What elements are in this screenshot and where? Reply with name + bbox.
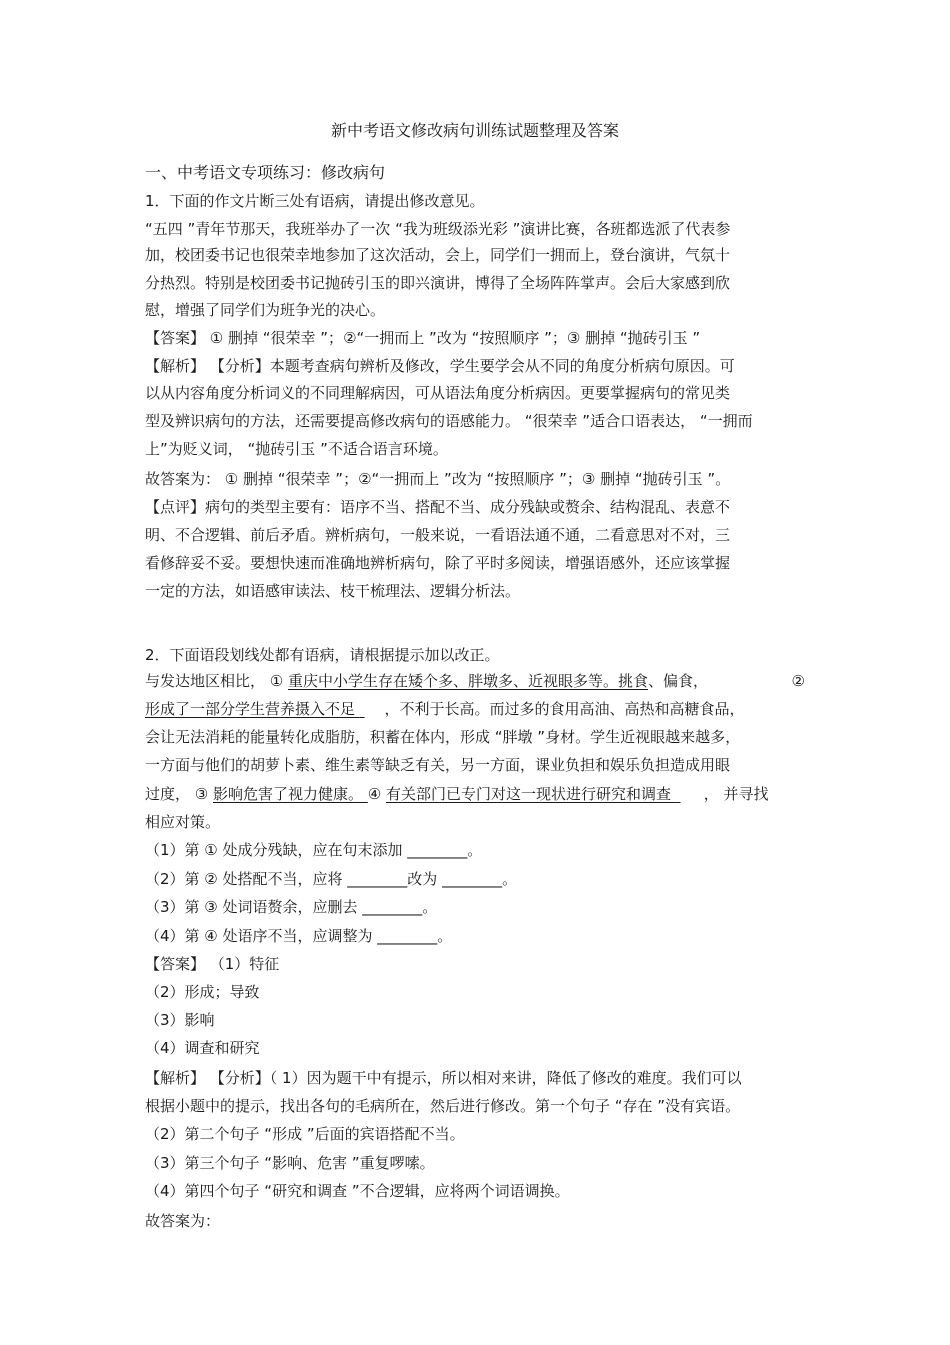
marker-4: ④ bbox=[367, 785, 386, 803]
q2-analysis-line: （3）第三个句子 “影响、危害 ”重复啰嗦。 bbox=[145, 1154, 435, 1172]
q2-analysis-line: 故答案为： bbox=[145, 1212, 221, 1230]
q2-passage-line: 相应对策。 bbox=[145, 813, 221, 831]
underline-blank bbox=[676, 784, 704, 804]
q2-answer-line: 【答案】 （1）特征 bbox=[145, 955, 280, 973]
q1-passage-line: “五四 ”青年节那天，我班举办了一次 “我为班级添光彩 ”演讲比赛，各班都选派了代表参 bbox=[145, 220, 731, 238]
q2-passage-line bbox=[145, 671, 805, 691]
q2-passage-line bbox=[145, 784, 805, 804]
q1-passage-line: 分热烈。特别是校团委书记抛砖引玉的即兴演讲，博得了全场阵阵掌声。会后大家感到欣 bbox=[145, 274, 731, 292]
q1-passage-line: 加，校团委书记也很荣幸地参加了这次活动，会上，同学们一拥而上，登台演讲，气氛十 bbox=[145, 246, 731, 264]
q2-text: 过度， ③ bbox=[145, 785, 213, 803]
q1-prompt: 1．下面的作文片断三处有语病，请提出修改意见。 bbox=[145, 192, 485, 210]
q1-analysis-line: 【解析】 【分析】本题考查病句辨析及修改，学生要学会从不同的角度分析病句原因。可 bbox=[145, 357, 735, 375]
q2-subquestion: （2）第 ② 处搭配不当，应将 ________改为 ________。 bbox=[145, 870, 518, 888]
q2-analysis-line: 【解析】 【分析】（ 1）因为题干中有提示，所以相对来讲，降低了修改的难度。我们可以 bbox=[145, 1069, 742, 1087]
underlined-segment-2: 形成了一部分学生营养摄入不足 bbox=[145, 700, 360, 718]
q2-answer-line: （2）形成；导致 bbox=[145, 983, 260, 1001]
q1-answer: 【答案】 ① 删掉 “很荣幸 ”；②“一拥而上 ”改为 “按照顺序 ”；③ 删掉 “抛砖引玉 ” bbox=[145, 329, 701, 347]
document-title: 新中考语文修改病句训练试题整理及答案 bbox=[330, 121, 619, 140]
q1-comment-line: 明、不合逻辑、前后矛盾。辨析病句，一般来说，一看语法通不通，二看意思对不对，三 bbox=[145, 526, 731, 544]
marker-2: ② bbox=[791, 672, 805, 690]
q2-text: 、偏食， bbox=[648, 672, 709, 690]
q2-text: 与发达地区相比， ① bbox=[145, 672, 288, 690]
q1-analysis-line: 以从内容角度分析词义的不同理解病因，可从语法角度分析病因。更要掌握病句的常见类 bbox=[145, 384, 731, 402]
underlined-segment-3: 影响危害了视力健康。 bbox=[212, 785, 368, 803]
q2-passage-line: 一方面与他们的胡萝卜素、维生素等缺乏有关，另一方面，课业负担和娱乐负担造成用眼 bbox=[145, 756, 731, 774]
underlined-segment-1: 重庆中小学生存在矮个多、胖墩多、近视眼多等。挑食 bbox=[287, 672, 648, 690]
q1-final-answer: 故答案为： ① 删掉 “很荣幸 ”；②“一拥而上 ”改为 “按照顺序 ”；③ 删掉 “抛砖引玉 ”。 bbox=[145, 470, 731, 488]
q2-answer-line: （3）影响 bbox=[145, 1011, 215, 1029]
q1-comment-line: 看修辞妥不妥。要想快速而准确地辨析病句，除了平时多阅读，增强语感外，还应该掌握 bbox=[145, 554, 731, 572]
q1-analysis-line: 上”为贬义词， “抛砖引玉 ”不适合语言环境。 bbox=[145, 440, 448, 458]
q1-passage-line: 慰，增强了同学们为班争光的决心。 bbox=[145, 301, 386, 319]
q2-subquestion: （1）第 ① 处成分残缺，应在句末添加 ________。 bbox=[145, 841, 483, 859]
q2-passage-line: 会让无法消耗的能量转化成脂肪，积蓄在体内，形成 “胖墩 ”身材。学生近视眼越来越多， bbox=[145, 728, 741, 746]
q2-analysis-line: 根据小题中的提示，找出各句的毛病所在，然后进行修改。第一个句子 “存在 ”没有宾语。 bbox=[145, 1097, 741, 1115]
q2-text: ，不利于长高。而过多的食用高油、高热和高糖食品， bbox=[379, 700, 745, 718]
q2-text: ， 并寻找 bbox=[703, 785, 769, 803]
q1-comment-line: 一定的方法，如语感审读法、枝干梳理法、逻辑分析法。 bbox=[145, 582, 521, 600]
q2-prompt: 2．下面语段划线处都有语病，请根据提示加以改正。 bbox=[145, 646, 500, 664]
q2-analysis-line: （4）第四个句子 “研究和调查 ”不合逻辑，应将两个词语调换。 bbox=[145, 1182, 570, 1200]
q1-analysis-line: 型及辨识病句的方法，还需要提高修改病句的语感能力。 “很荣幸 ”适合口语表达， “一拥而 bbox=[145, 412, 753, 430]
q2-subquestion: （4）第 ④ 处语序不当，应调整为 ________。 bbox=[145, 927, 453, 945]
underlined-segment-4: 有关部门已专门对这一现状进行研究和调查 bbox=[385, 785, 676, 803]
q1-comment-line: 【点评】病句的类型主要有：语序不当、搭配不当、成分残缺或赘余、结构混乱、表意不 bbox=[145, 498, 731, 516]
q2-subquestion: （3）第 ③ 处词语赘余，应删去 ________。 bbox=[145, 898, 438, 916]
section-heading: 一、中考语文专项练习：修改病句 bbox=[145, 163, 386, 182]
q2-answer-line: （4）调查和研究 bbox=[145, 1039, 260, 1057]
q2-analysis-line: （2）第二个句子 “形成 ”后面的宾语搭配不当。 bbox=[145, 1125, 465, 1143]
q2-passage-line bbox=[145, 699, 805, 719]
underline-blank bbox=[360, 699, 380, 719]
